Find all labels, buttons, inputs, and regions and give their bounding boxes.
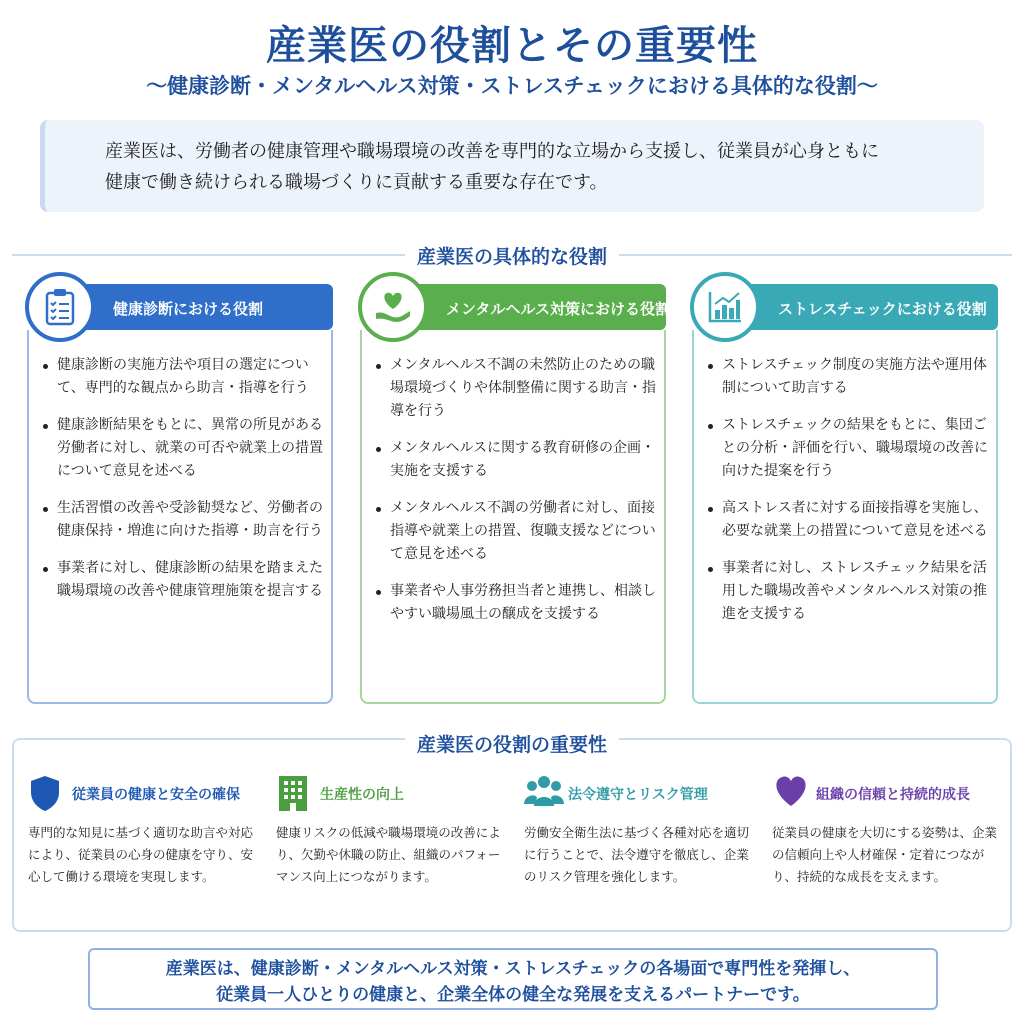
role-list: [708, 354, 988, 640]
page-title: 産業医の役割とその重要性: [266, 23, 758, 69]
role-card-body: [692, 330, 998, 704]
role-card-body: [27, 330, 333, 704]
importance-item-productivity: [276, 772, 512, 888]
role-card-stress-check: [690, 284, 1000, 704]
clipboard-checklist-icon: [25, 272, 95, 342]
list-item: 事業者に対し、ストレスチェック結果を活用した職場改善やメンタルヘルス対策の推進を支援する: [708, 557, 988, 626]
role-list: [43, 354, 323, 617]
role-card-title: メンタルヘルス対策における役割: [446, 300, 670, 318]
closing-statement-box: [88, 948, 938, 1010]
list-item: メンタルヘルス不調の未然防止のための職場環境づくりや体制整備に関する助言・指導を行う: [376, 354, 656, 423]
importance-item-compliance: [524, 772, 760, 888]
people-group-icon: [524, 774, 562, 812]
role-card-health-checkup: [25, 284, 335, 704]
list-item: 高ストレス者に対する面接指導を実施し、必要な就業上の措置について意見を述べる: [708, 497, 988, 543]
list-item: 健康診断結果をもとに、異常の所見がある労働者に対し、就業の可否や就業上の措置について意見を述べる: [43, 414, 323, 483]
role-card-title: 健康診断における役割: [113, 300, 264, 318]
list-item: ストレスチェック制度の実施方法や運用体制について助言する: [708, 354, 988, 400]
importance-text: 従業員の健康を大切にする姿勢は、企業の信頼向上や人材確保・定着につながり、持続的な成長を支えます。: [772, 825, 998, 884]
role-card-mental-health: [358, 284, 668, 704]
list-item: 事業者や人事労務担当者と連携し、相談しやすい職場風土の醸成を支援する: [376, 580, 656, 626]
heart-icon: [772, 774, 810, 812]
importance-text: 労働安全衛生法に基づく各種対応を適切に行うことで、法令遵守を徹底し、企業のリスク管理を強化します。: [524, 825, 750, 884]
importance-title: 生産性の向上: [320, 787, 404, 803]
importance-title: 組織の信頼と持続的成長: [816, 787, 970, 803]
intro-box: [40, 120, 984, 212]
importance-title: 従業員の健康と安全の確保: [72, 787, 240, 803]
list-item: 健康診断の実施方法や項目の選定について、専門的な観点から助言・指導を行う: [43, 354, 323, 400]
importance-title: 法令遵守とリスク管理: [568, 787, 708, 803]
role-card-body: [360, 330, 666, 704]
importance-text: 専門的な知見に基づく適切な助言や対応により、従業員の心身の健康を守り、安心して働ける環境を実現します。: [28, 825, 254, 884]
list-item: メンタルヘルス不調の労働者に対し、面接指導や就業上の措置、復職支援などについて意見を述べる: [376, 497, 656, 566]
page-subtitle: 〜健康診断・メンタルヘルス対策・ストレスチェックにおける具体的な役割〜: [146, 74, 878, 98]
list-item: ストレスチェックの結果をもとに、集団ごとの分析・評価を行い、職場環境の改善に向けた提案を行う: [708, 414, 988, 483]
role-card-title: ストレスチェックにおける役割: [778, 300, 987, 318]
list-item: 生活習慣の改善や受診勧奨など、労働者の健康保持・増進に向けた指導・助言を行う: [43, 497, 323, 543]
importance-heading-text: 産業医の役割の重要性: [405, 734, 619, 756]
role-list: [376, 354, 656, 640]
importance-text: 健康リスクの低減や職場環境の改善により、欠勤や休職の防止、組織のパフォーマンス向上につながります。: [276, 825, 501, 884]
importance-item-health-safety: [28, 772, 264, 888]
closing-statement: 産業医は、健康診断・メンタルヘルス対策・ストレスチェックの各場面で専門性を発揮し、 従業員一人ひとりの健康と、企業全体の健全な発展を支えるパートナーです。: [165, 959, 861, 1005]
roles-heading-text: 産業医の具体的な役割: [405, 246, 619, 268]
roles-section-heading: [12, 240, 1012, 270]
intro-text: 産業医は、労働者の健康管理や職場環境の改善を専門的な立場から支援し、従業員が心身ともに 健康で働き続けられる職場づくりに貢献する重要な存在です。: [105, 141, 879, 193]
bar-chart-icon: [690, 272, 760, 342]
shield-icon: [28, 774, 66, 812]
list-item: メンタルヘルスに関する教育研修の企画・実施を支援する: [376, 437, 656, 483]
heart-hand-icon: [358, 272, 428, 342]
list-item: 事業者に対し、健康診断の結果を踏まえた職場環境の改善や健康管理施策を提言する: [43, 557, 323, 603]
importance-section-heading: [12, 728, 1012, 758]
building-icon: [276, 774, 314, 812]
importance-item-trust-growth: [772, 772, 1008, 888]
